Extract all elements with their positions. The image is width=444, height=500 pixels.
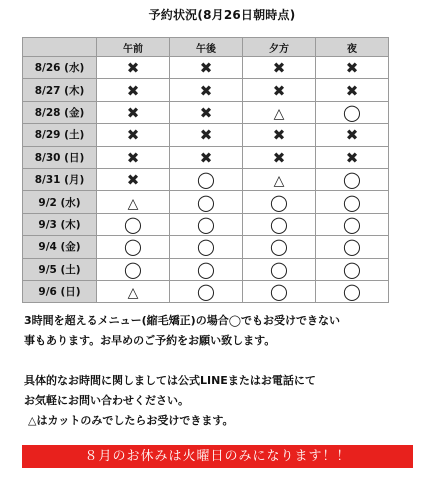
circle-icon: ◯ — [343, 282, 361, 302]
slot-morning — [97, 101, 170, 123]
header-evening: 夕方 — [243, 38, 316, 57]
slot-night — [316, 79, 389, 101]
slot-evening — [243, 57, 316, 79]
slot-evening — [243, 168, 316, 190]
cross-icon: ✖ — [272, 148, 286, 167]
slot-morning — [97, 280, 170, 302]
cross-icon: ✖ — [272, 59, 286, 78]
cross-icon: ✖ — [126, 81, 140, 100]
circle-icon: ◯ — [197, 214, 215, 234]
cross-icon: ✖ — [126, 171, 140, 190]
cross-icon: ✖ — [199, 103, 213, 122]
slot-morning — [97, 258, 170, 280]
table-body — [23, 57, 389, 303]
slot-afternoon — [170, 146, 243, 168]
slot-evening — [243, 146, 316, 168]
cross-icon: ✖ — [345, 81, 359, 100]
header-night: 夜 — [316, 38, 389, 57]
slot-afternoon — [170, 280, 243, 302]
row-date: 8/29 (土) — [23, 124, 97, 146]
table-row — [23, 236, 389, 258]
note-line: 3時間を超えるメニュー(縮毛矯正)の場合◯でもお受けできない — [24, 314, 341, 327]
circle-icon: ◯ — [197, 170, 215, 190]
slot-morning — [97, 79, 170, 101]
header-afternoon: 午後 — [170, 38, 243, 57]
circle-icon: ◯ — [270, 259, 288, 279]
circle-icon: ◯ — [270, 237, 288, 257]
row-date: 8/30 (日) — [23, 146, 97, 168]
slot-afternoon — [170, 236, 243, 258]
circle-icon: ◯ — [124, 237, 142, 257]
row-date: 9/2 (水) — [23, 191, 97, 213]
circle-icon: ◯ — [270, 192, 288, 212]
circle-icon: ◯ — [197, 259, 215, 279]
slot-morning — [97, 213, 170, 235]
slot-night — [316, 124, 389, 146]
note-contact — [24, 371, 424, 431]
table-row — [23, 258, 389, 280]
row-date: 9/4 (金) — [23, 236, 97, 258]
table-row — [23, 124, 389, 146]
row-date: 9/6 (日) — [23, 280, 97, 302]
cross-icon: ✖ — [345, 126, 359, 145]
table-row — [23, 101, 389, 123]
slot-night — [316, 258, 389, 280]
reservation-table — [22, 37, 389, 303]
slot-evening — [243, 236, 316, 258]
row-date: 8/31 (月) — [23, 168, 97, 190]
holiday-banner: ８月のお休みは火曜日のみになります！！ — [22, 445, 413, 468]
slot-evening — [243, 280, 316, 302]
slot-afternoon — [170, 168, 243, 190]
slot-morning — [97, 191, 170, 213]
header-date — [23, 38, 97, 57]
row-date: 9/3 (木) — [23, 213, 97, 235]
triangle-icon: △ — [273, 173, 285, 190]
table-row — [23, 146, 389, 168]
slot-afternoon — [170, 191, 243, 213]
circle-icon: ◯ — [270, 214, 288, 234]
note-line: △はカットのみでしたらお受けできます。 — [28, 414, 234, 427]
note-line: 具体的なお時間に関しましては公式LINEまたはお電話にて — [24, 374, 316, 387]
cross-icon: ✖ — [199, 59, 213, 78]
circle-icon: ◯ — [343, 192, 361, 212]
slot-night — [316, 236, 389, 258]
table-row — [23, 79, 389, 101]
note-long-menu — [24, 311, 424, 351]
slot-evening — [243, 213, 316, 235]
circle-icon: ◯ — [270, 282, 288, 302]
slot-morning — [97, 57, 170, 79]
note-line: 事もあります。お早めのご予約をお願い致します。 — [24, 334, 276, 347]
cross-icon: ✖ — [345, 148, 359, 167]
table-row — [23, 168, 389, 190]
circle-icon: ◯ — [343, 259, 361, 279]
cross-icon: ✖ — [345, 59, 359, 78]
slot-evening — [243, 79, 316, 101]
circle-icon: ◯ — [197, 282, 215, 302]
row-date: 8/28 (金) — [23, 101, 97, 123]
slot-afternoon — [170, 213, 243, 235]
slot-afternoon — [170, 258, 243, 280]
circle-icon: ◯ — [343, 170, 361, 190]
table-header-row — [23, 38, 389, 57]
slot-night — [316, 280, 389, 302]
cross-icon: ✖ — [272, 126, 286, 145]
slot-morning — [97, 168, 170, 190]
slot-night — [316, 57, 389, 79]
cross-icon: ✖ — [126, 59, 140, 78]
slot-afternoon — [170, 101, 243, 123]
slot-morning — [97, 124, 170, 146]
table-row — [23, 280, 389, 302]
slot-morning — [97, 146, 170, 168]
slot-evening — [243, 191, 316, 213]
table-row — [23, 213, 389, 235]
cross-icon: ✖ — [126, 126, 140, 145]
page-title: 予約状況(8月26日朝時点) — [148, 8, 296, 22]
slot-night — [316, 191, 389, 213]
triangle-icon: △ — [127, 195, 139, 212]
circle-icon: ◯ — [197, 237, 215, 257]
row-date: 8/27 (木) — [23, 79, 97, 101]
circle-icon: ◯ — [343, 102, 361, 122]
triangle-icon: △ — [127, 285, 139, 302]
circle-icon: ◯ — [343, 237, 361, 257]
slot-night — [316, 146, 389, 168]
cross-icon: ✖ — [199, 126, 213, 145]
slot-night — [316, 101, 389, 123]
slot-night — [316, 213, 389, 235]
cross-icon: ✖ — [272, 81, 286, 100]
slot-afternoon — [170, 79, 243, 101]
row-date: 9/5 (土) — [23, 258, 97, 280]
cross-icon: ✖ — [126, 103, 140, 122]
table-row — [23, 57, 389, 79]
header-morning: 午前 — [97, 38, 170, 57]
triangle-icon: △ — [273, 105, 285, 122]
slot-evening — [243, 258, 316, 280]
cross-icon: ✖ — [199, 148, 213, 167]
table-row — [23, 191, 389, 213]
circle-icon: ◯ — [124, 259, 142, 279]
slot-afternoon — [170, 57, 243, 79]
circle-icon: ◯ — [197, 192, 215, 212]
slot-morning — [97, 236, 170, 258]
circle-icon: ◯ — [343, 214, 361, 234]
circle-icon: ◯ — [124, 214, 142, 234]
slot-afternoon — [170, 124, 243, 146]
row-date: 8/26 (水) — [23, 57, 97, 79]
cross-icon: ✖ — [199, 81, 213, 100]
cross-icon: ✖ — [126, 148, 140, 167]
note-line: お気軽にお問い合わせください。 — [24, 394, 189, 407]
slot-evening — [243, 101, 316, 123]
slot-night — [316, 168, 389, 190]
slot-evening — [243, 124, 316, 146]
